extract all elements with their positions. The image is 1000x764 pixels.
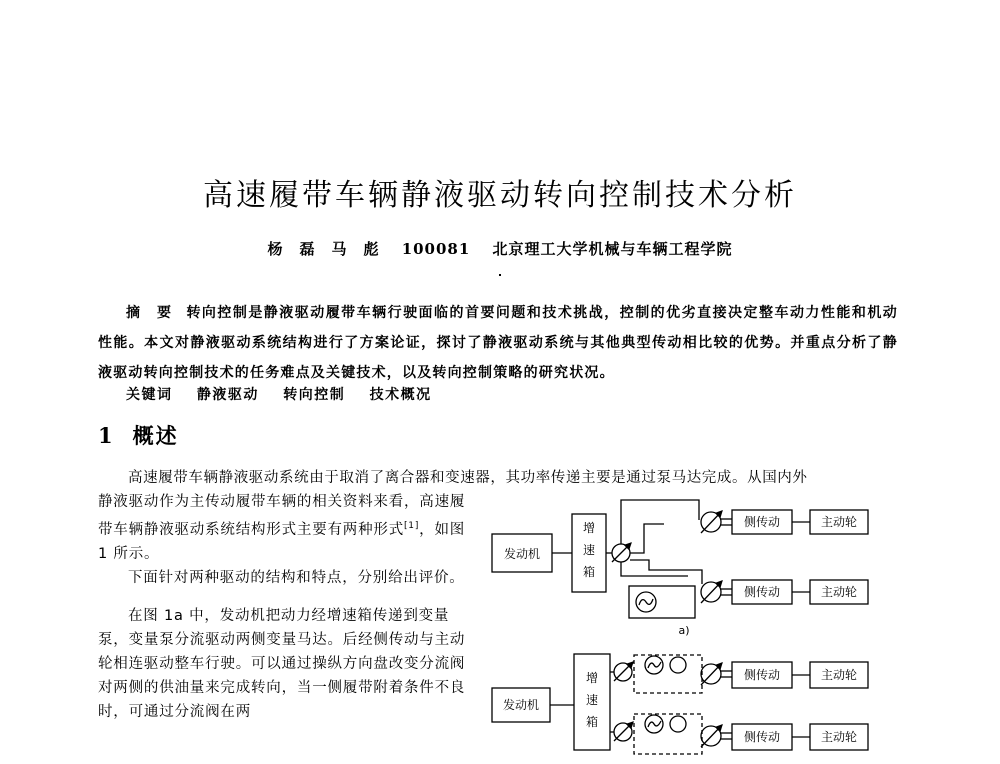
abstract (98, 298, 898, 388)
section-number: 1 (98, 423, 115, 448)
side-drive-label: 侧传动 (743, 668, 781, 682)
drive-wheel-label: 主动轮 (820, 515, 858, 529)
author-line (0, 238, 1000, 259)
gearbox-label-3: 箱 (585, 715, 599, 729)
postcode: 100081 (401, 240, 471, 258)
reference-mark[interactable]: [1] (404, 521, 420, 531)
separator-dot (499, 274, 501, 276)
section-heading (98, 420, 179, 450)
body-paragraph-1-cont (98, 490, 470, 566)
section-title: 概述 (132, 423, 179, 448)
drive-wheel-label: 主动轮 (820, 730, 858, 744)
keyword-item: 转向控制 (283, 387, 346, 403)
paper-title: 高速履带车辆静液驱动转向控制技术分析 (203, 178, 797, 213)
side-drive-label: 侧传动 (743, 515, 781, 529)
drive-wheel-label: 主动轮 (820, 585, 858, 599)
keywords (126, 384, 450, 404)
drive-wheel-label: 主动轮 (820, 668, 858, 682)
keyword-item: 技术概况 (369, 387, 432, 403)
engine-label: 发动机 (502, 698, 540, 712)
body-paragraph-2: 下面针对两种驱动的结构和特点，分别给出评价。 (128, 569, 465, 586)
loop-box (634, 655, 702, 693)
figure-caption-a: a) (678, 624, 690, 637)
side-drive-label: 侧传动 (743, 730, 781, 744)
body-text: 静液驱动作为主传动履带车辆的相关资料来看，高速履带车辆静液驱动系统结构形式主要有两种形式 (98, 494, 466, 538)
gearbox-label-1: 增 (582, 521, 596, 535)
loop-box (634, 714, 702, 754)
gearbox-label-1: 增 (585, 671, 599, 685)
body-column (98, 490, 470, 724)
figure-svg (484, 492, 884, 760)
abstract-label: 摘 要 (126, 305, 173, 321)
abstract-text: 转向控制是静液驱动履带车辆行驶面临的首要问题和技术挑战，控制的优劣直接决定整车动力性能和机动性能。本文对静液驱动系统结构进行了方案论证，探讨了静液驱动系统与其他典型传动相比较的优势。并重点分析了静液驱动转向控制技术的任务难点及关键技术，以及转向控制策略的研究状况。 (98, 305, 898, 381)
gearbox-label-3: 箱 (582, 565, 596, 579)
body-paragraph-1-start: 高速履带车辆静液驱动系统由于取消了离合器和变速器，其功率传递主要是通过泵马达完成。从国内外 (128, 470, 808, 486)
figure-1 (484, 492, 884, 764)
keyword-item: 静液驱动 (196, 387, 259, 403)
keywords-label: 关键词 (126, 387, 173, 403)
gearbox-label-2: 速 (582, 543, 596, 557)
body-paragraph-3: 在图 1a 中，发动机把动力经增速箱传递到变量泵，变量泵分流驱动两侧变量马达。后经侧传动与主动轮相连驱动整车行驶。可以通过操纵方向盘改变分流阀对两侧的供油量来完成转向，当一侧履带附着条件不良时，可通过分流阀在两 (98, 607, 466, 720)
gearbox-label-2: 速 (585, 693, 599, 707)
side-drive-label: 侧传动 (743, 585, 781, 599)
body-text: ，如图 1 所示。 (98, 521, 466, 562)
flow-divider-box (629, 586, 695, 618)
engine-label: 发动机 (503, 547, 541, 561)
author-names: 杨 磊 马 彪 (267, 240, 380, 258)
affiliation: 北京理工大学机械与车辆工程学院 (492, 240, 733, 258)
